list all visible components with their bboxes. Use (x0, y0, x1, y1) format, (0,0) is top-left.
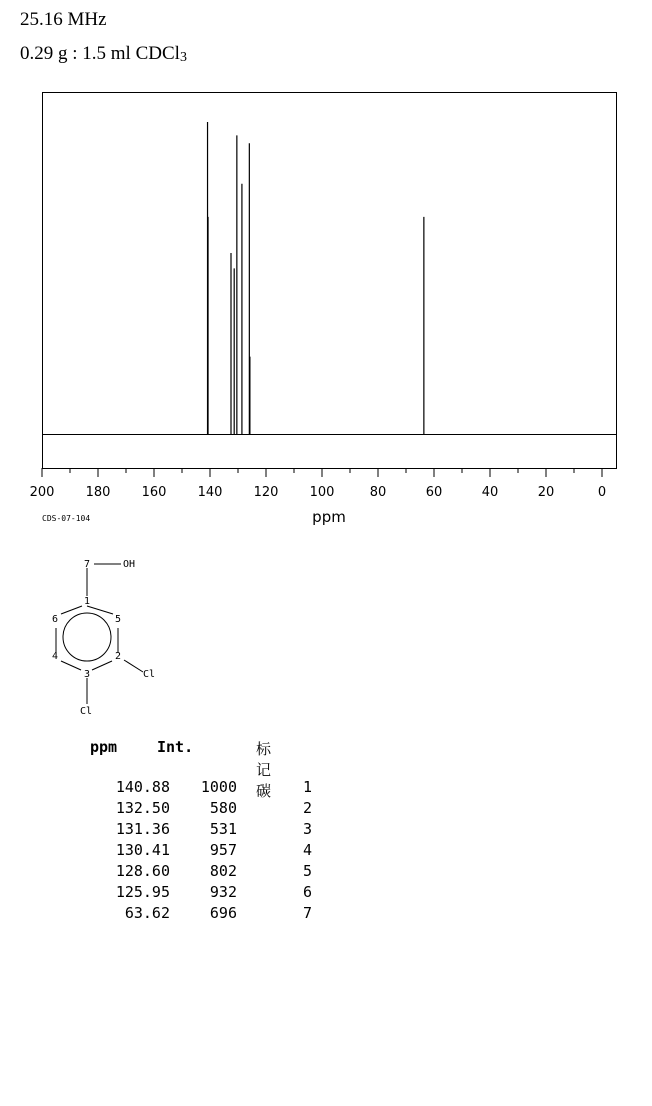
molecule-bonds (56, 564, 143, 704)
header-intensity: Int. (157, 738, 194, 756)
sample-text: 0.29 g : 1.5 ml CDCl (20, 43, 180, 64)
cell-intensity: 580 (209, 799, 237, 817)
cell-intensity: 1000 (200, 778, 237, 796)
table-row (90, 778, 330, 799)
atom-label-cl-2: Cl (143, 669, 156, 680)
cell-ppm: 63.62 (124, 904, 170, 922)
cell-ppm: 125.95 (115, 883, 170, 901)
x-axis-label: ppm (312, 508, 346, 526)
atom-label-6: 6 (52, 614, 59, 625)
x-tick-label: 120 (253, 485, 279, 500)
x-tick-label: 20 (537, 485, 555, 500)
header-carbon-label: 标记碳 (256, 740, 272, 800)
atom-label-4: 4 (52, 651, 59, 662)
x-tick-label: 40 (481, 485, 499, 500)
cell-carbon: 4 (302, 841, 312, 859)
atom-label-3: 3 (84, 669, 91, 680)
cell-carbon: 7 (302, 904, 312, 922)
cell-intensity: 531 (209, 820, 237, 838)
atom-label-1: 1 (84, 596, 91, 607)
atom-label-oh: OH (123, 559, 136, 570)
cell-intensity: 957 (209, 841, 237, 859)
atom-label-cl-3: Cl (80, 706, 93, 717)
table-row (90, 820, 330, 841)
x-tick-label: 60 (425, 485, 443, 500)
table-row (90, 904, 330, 925)
cell-ppm: 130.41 (115, 841, 170, 859)
spectrometer-frequency: 25.16 MHz (20, 9, 107, 30)
catalog-code: CDS-07-104 (42, 514, 91, 523)
cell-carbon: 2 (302, 799, 312, 817)
x-tick-label: 0 (597, 485, 607, 500)
cell-intensity: 932 (209, 883, 237, 901)
table-row (90, 841, 330, 862)
header-ppm: ppm (90, 738, 118, 756)
x-tick-label: 200 (29, 485, 55, 500)
aromatic-ring-circle (63, 613, 111, 661)
cell-carbon: 3 (302, 820, 312, 838)
cell-ppm: 131.36 (115, 820, 170, 838)
x-tick-label: 140 (197, 485, 223, 500)
atom-label-5: 5 (115, 614, 122, 625)
table-row (90, 862, 330, 883)
x-tick-label: 180 (85, 485, 111, 500)
table-body (90, 778, 330, 925)
table-row (90, 799, 330, 820)
cell-ppm: 132.50 (115, 799, 170, 817)
sample-subscript: 3 (179, 50, 187, 65)
x-tick-label: 160 (141, 485, 167, 500)
x-tick-label: 100 (309, 485, 335, 500)
x-tick-label: 80 (369, 485, 387, 500)
cell-carbon: 6 (302, 883, 312, 901)
atom-label-7: 7 (84, 559, 91, 570)
cell-intensity: 802 (209, 862, 237, 880)
cell-carbon: 5 (302, 862, 312, 880)
table-row (90, 883, 330, 904)
atom-label-2: 2 (115, 651, 122, 662)
cell-ppm: 128.60 (115, 862, 170, 880)
cell-intensity: 696 (209, 904, 237, 922)
cell-ppm: 140.88 (115, 778, 170, 796)
cell-carbon: 1 (302, 778, 312, 796)
